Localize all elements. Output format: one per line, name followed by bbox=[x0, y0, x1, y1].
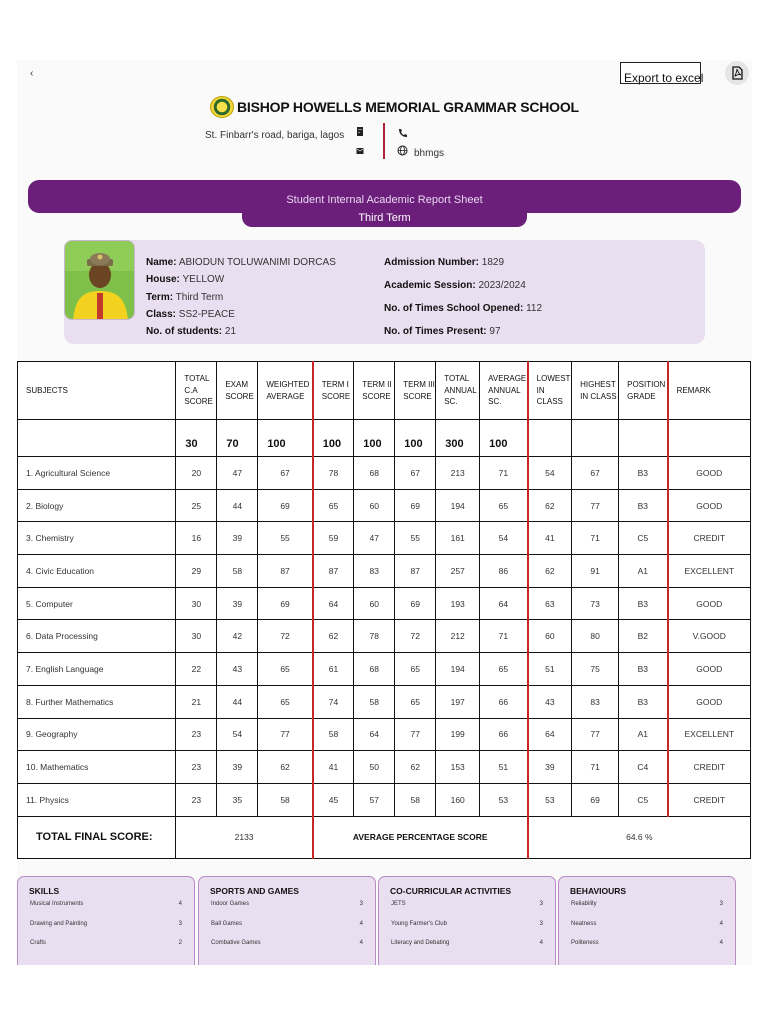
score-cell: 69 bbox=[395, 587, 436, 620]
card-item-label: Politeness bbox=[571, 940, 599, 946]
score-cell: 16 bbox=[176, 522, 217, 555]
pdf-icon bbox=[730, 66, 744, 80]
assessment-card bbox=[558, 876, 736, 976]
score-cell: 68 bbox=[354, 653, 395, 686]
table-row bbox=[18, 620, 751, 653]
score-cell: EXCELLENT bbox=[668, 555, 751, 588]
contact-icons bbox=[356, 127, 364, 155]
score-cell: 20 bbox=[176, 457, 217, 490]
card-item bbox=[199, 921, 375, 941]
card-item-rating: 3 bbox=[359, 901, 363, 907]
card-item-rating: 3 bbox=[539, 920, 543, 927]
score-cell: 44 bbox=[217, 489, 258, 522]
score-cell: 69 bbox=[572, 783, 619, 816]
phone-icon bbox=[397, 128, 407, 138]
student-house-field: House: YELLOW bbox=[146, 274, 225, 285]
score-cell: 64 bbox=[313, 587, 354, 620]
score-cell: 58 bbox=[354, 685, 395, 718]
card-item bbox=[559, 940, 735, 960]
score-cell: 59 bbox=[313, 522, 354, 555]
subject-name: 11. Physics bbox=[18, 783, 176, 816]
score-cell: 47 bbox=[354, 522, 395, 555]
score-cell: 30 bbox=[176, 620, 217, 653]
report-title: Student Internal Academic Report Sheet bbox=[286, 194, 483, 206]
score-cell: 43 bbox=[217, 653, 258, 686]
score-cell: C5 bbox=[619, 783, 668, 816]
score-cell: 60 bbox=[354, 587, 395, 620]
subject-name: 5. Computer bbox=[18, 587, 176, 620]
table-row bbox=[18, 457, 751, 490]
score-cell: GOOD bbox=[668, 457, 751, 490]
card-item-rating: 3 bbox=[178, 920, 182, 927]
score-cell: 51 bbox=[480, 751, 528, 784]
max-score-cell: 100 bbox=[480, 420, 528, 457]
score-cell: 65 bbox=[258, 653, 313, 686]
table-row bbox=[18, 653, 751, 686]
score-cell: CREDIT bbox=[668, 522, 751, 555]
score-cell: A1 bbox=[619, 718, 668, 751]
average-percentage-value: 64.6 % bbox=[528, 816, 751, 858]
subject-name: 7. English Language bbox=[18, 653, 176, 686]
score-cell: 58 bbox=[258, 783, 313, 816]
admission-number-field: Admission Number: 1829 bbox=[384, 257, 505, 268]
score-cell: 74 bbox=[313, 685, 354, 718]
subject-name: 3. Chemistry bbox=[18, 522, 176, 555]
score-cell: 55 bbox=[258, 522, 313, 555]
assessment-card bbox=[17, 876, 195, 976]
card-item-label: Neatness bbox=[571, 920, 597, 927]
student-count-field: No. of students: 21 bbox=[146, 326, 237, 337]
column-header: SUBJECTS bbox=[18, 362, 176, 420]
student-photo bbox=[64, 240, 135, 320]
score-cell: 67 bbox=[258, 457, 313, 490]
score-cell: B3 bbox=[619, 653, 668, 686]
school-logo bbox=[210, 96, 234, 118]
score-cell: 77 bbox=[572, 489, 619, 522]
score-cell: 58 bbox=[313, 718, 354, 751]
score-cell: A1 bbox=[619, 555, 668, 588]
column-header: TERM I SCORE bbox=[313, 362, 354, 420]
score-cell: 51 bbox=[528, 653, 572, 686]
table-row bbox=[18, 555, 751, 588]
score-cell: 64 bbox=[354, 718, 395, 751]
score-cell: 65 bbox=[395, 685, 436, 718]
building-icon bbox=[356, 127, 364, 136]
score-cell: 71 bbox=[480, 620, 528, 653]
column-header: POSITION GRADE bbox=[619, 362, 668, 420]
max-score-cell bbox=[668, 420, 751, 457]
total-row bbox=[18, 816, 751, 858]
score-cell: 199 bbox=[436, 718, 480, 751]
card-item-label: Literacy and Debating bbox=[391, 940, 450, 946]
column-header: REMARK bbox=[668, 362, 751, 420]
score-cell: 53 bbox=[528, 783, 572, 816]
score-cell: B3 bbox=[619, 489, 668, 522]
column-header: TERM II SCORE bbox=[354, 362, 395, 420]
score-cell: 23 bbox=[176, 751, 217, 784]
score-cell: 91 bbox=[572, 555, 619, 588]
score-cell: 44 bbox=[217, 685, 258, 718]
score-cell: 257 bbox=[436, 555, 480, 588]
score-cell: 62 bbox=[528, 489, 572, 522]
score-cell: 61 bbox=[313, 653, 354, 686]
table-row bbox=[18, 522, 751, 555]
max-score-row bbox=[18, 420, 751, 457]
score-cell: 54 bbox=[217, 718, 258, 751]
student-count: 21 bbox=[224, 326, 237, 337]
score-cell: GOOD bbox=[668, 653, 751, 686]
card-title: BEHAVIOURS bbox=[570, 886, 627, 896]
score-cell: 72 bbox=[395, 620, 436, 653]
score-cell: 62 bbox=[528, 555, 572, 588]
card-item-label: Indoor Games bbox=[211, 901, 250, 907]
assessment-card bbox=[198, 876, 376, 976]
score-cell: 39 bbox=[217, 522, 258, 555]
score-cell: 67 bbox=[572, 457, 619, 490]
score-cell: 65 bbox=[258, 685, 313, 718]
academic-session-field: Academic Session: 2023/2024 bbox=[384, 280, 526, 291]
score-cell: B3 bbox=[619, 587, 668, 620]
score-cell: 83 bbox=[354, 555, 395, 588]
score-cell: 87 bbox=[395, 555, 436, 588]
table-row bbox=[18, 718, 751, 751]
total-final-score-value: 2133 bbox=[176, 816, 313, 858]
table-row bbox=[18, 751, 751, 784]
score-cell: GOOD bbox=[668, 489, 751, 522]
score-cell: 87 bbox=[313, 555, 354, 588]
score-cell: 77 bbox=[395, 718, 436, 751]
student-house: YELLOW bbox=[182, 274, 225, 285]
score-cell: 69 bbox=[258, 587, 313, 620]
score-cell: 194 bbox=[436, 489, 480, 522]
table-row bbox=[18, 783, 751, 816]
score-cell: 66 bbox=[480, 718, 528, 751]
score-cell: 193 bbox=[436, 587, 480, 620]
score-cell: 160 bbox=[436, 783, 480, 816]
page-bottom-margin bbox=[0, 965, 768, 1024]
table-row bbox=[18, 685, 751, 718]
score-cell: 50 bbox=[354, 751, 395, 784]
score-cell: 62 bbox=[395, 751, 436, 784]
score-cell: 66 bbox=[480, 685, 528, 718]
score-cell: 45 bbox=[313, 783, 354, 816]
score-cell: EXCELLENT bbox=[668, 718, 751, 751]
export-to-excel-button[interactable]: Export to excel bbox=[620, 62, 701, 84]
card-item bbox=[18, 901, 194, 921]
subject-name: 10. Mathematics bbox=[18, 751, 176, 784]
score-cell: 35 bbox=[217, 783, 258, 816]
score-cell: 71 bbox=[480, 457, 528, 490]
max-score-cell bbox=[619, 420, 668, 457]
assessment-cards bbox=[17, 876, 737, 965]
score-cell: 73 bbox=[572, 587, 619, 620]
card-item-rating: 4 bbox=[178, 901, 182, 907]
student-term-field: Term: Third Term bbox=[146, 292, 224, 303]
score-cell: 69 bbox=[258, 489, 313, 522]
student-class-field: Class: SS2-PEACE bbox=[146, 309, 235, 320]
column-header: TOTAL C.A SCORE bbox=[176, 362, 217, 420]
score-cell: 153 bbox=[436, 751, 480, 784]
school-address: St. Finbarr's road, bariga, lagos bbox=[205, 130, 345, 141]
score-cell: 57 bbox=[354, 783, 395, 816]
card-item-rating: 4 bbox=[359, 940, 363, 946]
subject-name: 2. Biology bbox=[18, 489, 176, 522]
card-item bbox=[379, 921, 555, 941]
card-item-label: Crafts bbox=[30, 940, 47, 946]
subject-name: 8. Further Mathematics bbox=[18, 685, 176, 718]
score-cell: 86 bbox=[480, 555, 528, 588]
school-header bbox=[210, 96, 579, 118]
table-row bbox=[18, 489, 751, 522]
score-cell: 54 bbox=[480, 522, 528, 555]
max-score-cell: 30 bbox=[176, 420, 217, 457]
score-cell: 29 bbox=[176, 555, 217, 588]
max-score-cell bbox=[528, 420, 572, 457]
card-item-label: Ball Games bbox=[211, 920, 243, 927]
max-score-cell: 100 bbox=[354, 420, 395, 457]
card-item-label: Musical Instruments bbox=[30, 901, 84, 907]
academic-session: 2023/2024 bbox=[478, 280, 526, 291]
subject-name: 6. Data Processing bbox=[18, 620, 176, 653]
card-item-rating: 4 bbox=[359, 920, 363, 927]
score-cell: CREDIT bbox=[668, 783, 751, 816]
score-cell: 194 bbox=[436, 653, 480, 686]
card-title: SPORTS AND GAMES bbox=[210, 886, 299, 896]
column-header: EXAM SCORE bbox=[217, 362, 258, 420]
max-score-cell bbox=[572, 420, 619, 457]
subject-name: 1. Agricultural Science bbox=[18, 457, 176, 490]
score-cell: 21 bbox=[176, 685, 217, 718]
card-item-label: JETS bbox=[391, 901, 406, 907]
max-score-cell bbox=[18, 420, 176, 457]
score-cell: 23 bbox=[176, 718, 217, 751]
score-cell: 55 bbox=[395, 522, 436, 555]
card-item-label: Reliability bbox=[571, 901, 597, 907]
max-score-cell: 100 bbox=[258, 420, 313, 457]
score-cell: 58 bbox=[395, 783, 436, 816]
school-name: BISHOP HOWELLS MEMORIAL GRAMMAR SCHOOL bbox=[237, 99, 579, 115]
card-item-rating: 3 bbox=[719, 901, 723, 907]
times-present: 97 bbox=[489, 326, 501, 337]
score-cell: GOOD bbox=[668, 587, 751, 620]
score-cell: 87 bbox=[258, 555, 313, 588]
term-tab: Third Term bbox=[242, 208, 527, 227]
score-cell: 54 bbox=[528, 457, 572, 490]
score-cell: 39 bbox=[528, 751, 572, 784]
score-cell: GOOD bbox=[668, 685, 751, 718]
student-term: Third Term bbox=[175, 292, 224, 303]
max-score-cell: 70 bbox=[217, 420, 258, 457]
max-score-cell: 100 bbox=[395, 420, 436, 457]
card-title: SKILLS bbox=[29, 886, 60, 896]
card-item-label: Drawing and Painting bbox=[30, 920, 88, 927]
score-cell: 65 bbox=[480, 489, 528, 522]
score-cell: 77 bbox=[258, 718, 313, 751]
table-row bbox=[18, 587, 751, 620]
score-cell: 43 bbox=[528, 685, 572, 718]
score-cell: 71 bbox=[572, 751, 619, 784]
score-cell: 71 bbox=[572, 522, 619, 555]
score-cell: 64 bbox=[480, 587, 528, 620]
card-item bbox=[199, 940, 375, 960]
card-item-rating: 4 bbox=[539, 940, 543, 946]
card-item-rating: 3 bbox=[539, 901, 543, 907]
score-cell: 22 bbox=[176, 653, 217, 686]
score-cell: 65 bbox=[313, 489, 354, 522]
score-cell: CREDIT bbox=[668, 751, 751, 784]
score-cell: 65 bbox=[395, 653, 436, 686]
student-name: ABIODUN TOLUWANIMI DORCAS bbox=[178, 257, 336, 268]
header-divider bbox=[383, 123, 385, 159]
score-cell: 77 bbox=[572, 718, 619, 751]
score-cell: 39 bbox=[217, 587, 258, 620]
score-cell: 213 bbox=[436, 457, 480, 490]
score-cell: 75 bbox=[572, 653, 619, 686]
score-cell: 67 bbox=[395, 457, 436, 490]
card-item bbox=[18, 921, 194, 941]
score-cell: 42 bbox=[217, 620, 258, 653]
pdf-download-button[interactable] bbox=[725, 61, 749, 85]
column-header: LOWEST IN CLASS bbox=[528, 362, 572, 420]
card-item bbox=[199, 901, 375, 921]
score-cell: 60 bbox=[528, 620, 572, 653]
score-cell: 53 bbox=[480, 783, 528, 816]
score-cell: 25 bbox=[176, 489, 217, 522]
score-cell: 78 bbox=[313, 457, 354, 490]
times-opened: 112 bbox=[526, 303, 543, 314]
score-cell: 60 bbox=[354, 489, 395, 522]
score-cell: 23 bbox=[176, 783, 217, 816]
globe-icon bbox=[397, 145, 408, 156]
table-header-row bbox=[18, 362, 751, 420]
column-header: WEIGHTED AVERAGE bbox=[258, 362, 313, 420]
times-present-field: No. of Times Present: 97 bbox=[384, 326, 501, 337]
column-header: HIGHEST IN CLASS bbox=[572, 362, 619, 420]
score-cell: 47 bbox=[217, 457, 258, 490]
card-item bbox=[559, 921, 735, 941]
average-percentage-label: AVERAGE PERCENTAGE SCORE bbox=[313, 816, 528, 858]
assessment-card bbox=[378, 876, 556, 976]
score-cell: 41 bbox=[313, 751, 354, 784]
score-cell: 62 bbox=[313, 620, 354, 653]
card-item bbox=[18, 940, 194, 960]
score-cell: C5 bbox=[619, 522, 668, 555]
score-cell: 39 bbox=[217, 751, 258, 784]
card-item-rating: 4 bbox=[719, 940, 723, 946]
score-cell: C4 bbox=[619, 751, 668, 784]
student-class: SS2-PEACE bbox=[178, 309, 235, 320]
card-item bbox=[559, 901, 735, 921]
score-cell: 197 bbox=[436, 685, 480, 718]
score-cell: 62 bbox=[258, 751, 313, 784]
score-cell: 161 bbox=[436, 522, 480, 555]
max-score-cell: 100 bbox=[313, 420, 354, 457]
score-cell: 64 bbox=[528, 718, 572, 751]
score-cell: 58 bbox=[217, 555, 258, 588]
score-cell: 83 bbox=[572, 685, 619, 718]
score-cell: 65 bbox=[480, 653, 528, 686]
card-item bbox=[379, 940, 555, 960]
column-header: AVERAGE ANNUAL SC. bbox=[480, 362, 528, 420]
column-header: TERM III SCORE bbox=[395, 362, 436, 420]
score-cell: 69 bbox=[395, 489, 436, 522]
school-website: bhmgs bbox=[414, 148, 445, 159]
score-cell: 30 bbox=[176, 587, 217, 620]
subject-name: 4. Civic Education bbox=[18, 555, 176, 588]
score-cell: B2 bbox=[619, 620, 668, 653]
score-cell: B3 bbox=[619, 685, 668, 718]
score-cell: V.GOOD bbox=[668, 620, 751, 653]
score-cell: 72 bbox=[258, 620, 313, 653]
score-cell: 68 bbox=[354, 457, 395, 490]
score-cell: B3 bbox=[619, 457, 668, 490]
score-cell: 41 bbox=[528, 522, 572, 555]
back-button[interactable]: ‹ bbox=[30, 68, 34, 79]
card-item-rating: 2 bbox=[178, 940, 182, 946]
student-name-field: Name: ABIODUN TOLUWANIMI DORCAS bbox=[146, 257, 336, 268]
subject-name: 9. Geography bbox=[18, 718, 176, 751]
card-item-label: Young Farmer's Club bbox=[391, 920, 447, 927]
card-title: CO-CURRICULAR ACTIVITIES bbox=[390, 886, 512, 896]
max-score-cell: 300 bbox=[436, 420, 480, 457]
total-final-score-label: TOTAL FINAL SCORE: bbox=[18, 816, 176, 858]
score-cell: 78 bbox=[354, 620, 395, 653]
score-cell: 63 bbox=[528, 587, 572, 620]
card-item bbox=[379, 901, 555, 921]
mail-icon bbox=[356, 147, 364, 155]
card-item-label: Combative Games bbox=[211, 940, 261, 946]
score-cell: 80 bbox=[572, 620, 619, 653]
column-header: TOTAL ANNUAL SC. bbox=[436, 362, 480, 420]
card-item-rating: 4 bbox=[719, 920, 723, 927]
admission-number: 1829 bbox=[481, 257, 505, 268]
score-cell: 212 bbox=[436, 620, 480, 653]
grades-table bbox=[17, 361, 751, 859]
times-opened-field: No. of Times School Opened: 112 bbox=[384, 303, 543, 314]
